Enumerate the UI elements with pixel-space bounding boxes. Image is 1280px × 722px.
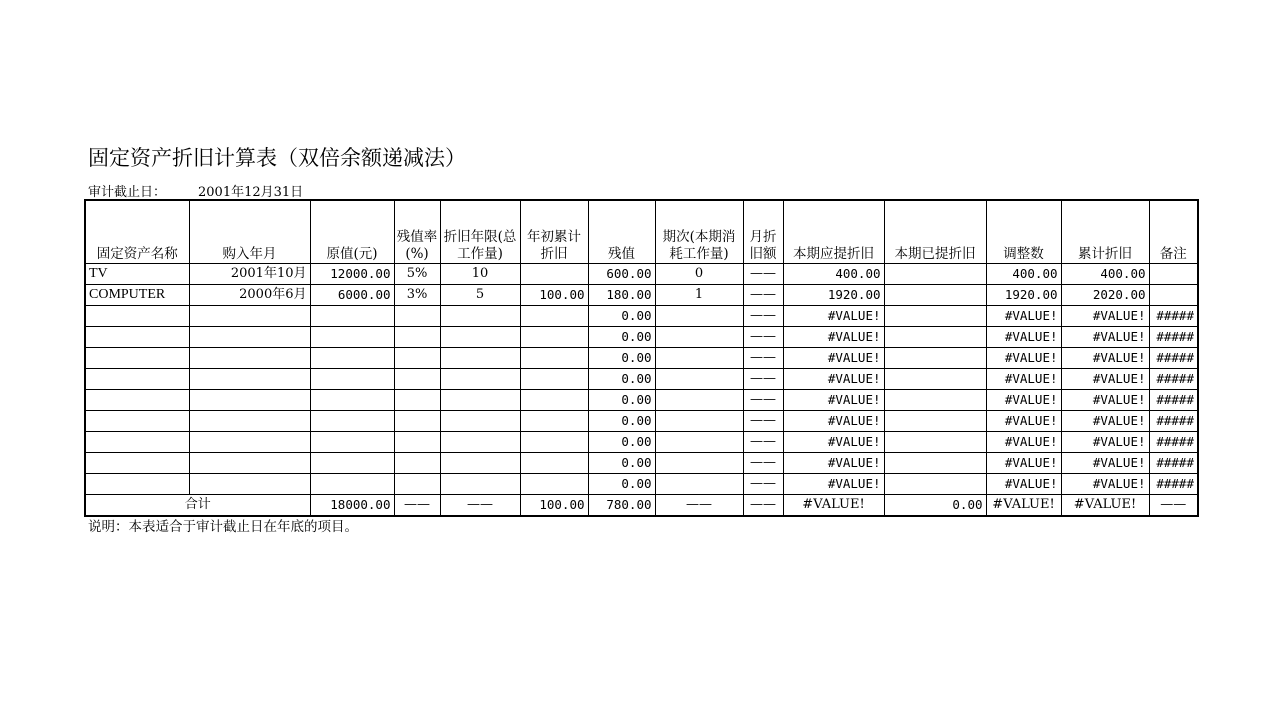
table-cell[interactable] [655,306,743,327]
total-cell[interactable]: —— [440,495,520,517]
table-cell[interactable] [85,390,189,411]
table-cell[interactable] [884,285,986,306]
table-cell[interactable] [520,327,588,348]
table-row [85,411,1198,432]
table-row [85,432,1198,453]
table-cell[interactable] [520,474,588,495]
header-row [85,200,1198,264]
table-cell[interactable] [520,264,588,285]
table-cell[interactable]: ##### [1149,474,1198,495]
table-cell[interactable]: #VALUE! [783,327,884,348]
table-row [85,264,1198,285]
table-cell[interactable] [884,348,986,369]
table-cell[interactable] [440,390,520,411]
table-cell[interactable]: #VALUE! [986,348,1061,369]
table-cell[interactable] [310,474,394,495]
table-cell[interactable]: 0.00 [588,390,655,411]
column-header[interactable]: 残值率(%) [394,200,440,264]
column-header[interactable]: 残值 [588,200,655,264]
column-header[interactable]: 期次(本期消耗工作量) [655,200,743,264]
table-cell[interactable]: —— [743,411,783,432]
table-cell[interactable] [394,390,440,411]
table-cell[interactable] [655,474,743,495]
table-cell[interactable]: 0.00 [588,306,655,327]
table-cell[interactable]: 0.00 [588,453,655,474]
table-cell[interactable] [394,327,440,348]
table-cell[interactable]: —— [743,390,783,411]
table-cell[interactable]: #VALUE! [1061,327,1149,348]
table-cell[interactable]: ##### [1149,432,1198,453]
table-cell[interactable] [85,348,189,369]
table-cell[interactable] [310,327,394,348]
table-cell[interactable]: #VALUE! [986,369,1061,390]
table-cell[interactable]: 6000.00 [310,285,394,306]
table-cell[interactable] [440,411,520,432]
table-cell[interactable]: 12000.00 [310,264,394,285]
table-cell[interactable]: #VALUE! [1061,369,1149,390]
table-cell[interactable] [189,306,310,327]
table-cell[interactable]: #VALUE! [986,390,1061,411]
table-cell[interactable] [310,390,394,411]
table-cell[interactable] [655,369,743,390]
table-cell[interactable] [310,306,394,327]
table-cell[interactable]: 400.00 [783,264,884,285]
table-cell[interactable] [85,453,189,474]
footnote: 说明：本表适合于审计截止日在年底的项目。 [88,519,358,535]
total-cell[interactable]: #VALUE! [986,495,1061,517]
table-row [85,306,1198,327]
table-cell[interactable] [85,327,189,348]
table-cell[interactable] [520,306,588,327]
total-row [85,495,1198,517]
table-cell[interactable]: —— [743,306,783,327]
table-cell[interactable] [394,411,440,432]
table-cell[interactable]: 100.00 [520,285,588,306]
table-cell[interactable]: ##### [1149,348,1198,369]
table-cell[interactable]: #VALUE! [783,348,884,369]
table-cell[interactable] [655,348,743,369]
table-cell[interactable] [85,411,189,432]
column-header[interactable]: 原值(元) [310,200,394,264]
audit-date-row [88,181,304,200]
table-cell[interactable]: #VALUE! [783,411,884,432]
table-cell[interactable]: 600.00 [588,264,655,285]
table-cell[interactable]: ##### [1149,411,1198,432]
table-cell[interactable]: ##### [1149,306,1198,327]
table-cell[interactable]: #VALUE! [1061,306,1149,327]
table-cell[interactable]: ##### [1149,390,1198,411]
table-cell[interactable] [884,474,986,495]
table-cell[interactable]: —— [743,264,783,285]
table-cell[interactable]: ##### [1149,327,1198,348]
column-header[interactable]: 调整数 [986,200,1061,264]
table-cell[interactable]: #VALUE! [783,474,884,495]
table-cell[interactable]: #VALUE! [1061,474,1149,495]
table-cell[interactable]: —— [743,348,783,369]
table-cell[interactable] [884,327,986,348]
table-cell[interactable]: #VALUE! [1061,348,1149,369]
total-cell[interactable]: 18000.00 [310,495,394,517]
column-header[interactable]: 固定资产名称 [85,200,189,264]
table-cell[interactable] [440,348,520,369]
table-cell[interactable] [884,369,986,390]
table-cell[interactable] [310,411,394,432]
table-cell[interactable]: ##### [1149,369,1198,390]
total-cell[interactable]: —— [743,495,783,517]
table-cell[interactable] [189,453,310,474]
table-cell[interactable]: #VALUE! [986,411,1061,432]
table-cell[interactable]: 0 [655,264,743,285]
table-cell[interactable]: ##### [1149,453,1198,474]
table-cell[interactable]: 0.00 [588,411,655,432]
table-row [85,474,1198,495]
table-cell[interactable]: #VALUE! [986,432,1061,453]
table-cell[interactable] [655,390,743,411]
column-header[interactable]: 购入年月 [189,200,310,264]
table-cell[interactable] [394,348,440,369]
table-header [85,200,1198,264]
table-cell[interactable] [189,390,310,411]
table-cell[interactable] [884,453,986,474]
table-cell[interactable]: 400.00 [1061,264,1149,285]
audit-date-value: 2001年12月31日 [198,185,304,200]
table-cell[interactable] [520,411,588,432]
table-cell[interactable]: 0.00 [588,474,655,495]
table-cell[interactable] [884,264,986,285]
table-cell[interactable]: #VALUE! [783,432,884,453]
table-cell[interactable] [655,411,743,432]
total-cell[interactable]: 100.00 [520,495,588,517]
table-cell[interactable] [440,453,520,474]
table-cell[interactable] [520,432,588,453]
table-cell[interactable] [440,474,520,495]
audit-date-label: 审计截止日： [88,185,167,200]
depreciation-table [84,199,1199,517]
table-cell[interactable] [655,453,743,474]
total-cell[interactable]: 780.00 [588,495,655,517]
table-cell[interactable]: 2020.00 [1061,285,1149,306]
total-cell[interactable]: —— [1149,495,1198,517]
table-cell[interactable] [85,306,189,327]
table-cell[interactable] [440,327,520,348]
table-cell[interactable]: #VALUE! [1061,453,1149,474]
table-cell[interactable] [85,474,189,495]
table-cell[interactable]: 5 [440,285,520,306]
column-header[interactable]: 备注 [1149,200,1198,264]
table-cell[interactable] [394,474,440,495]
table-cell[interactable] [440,432,520,453]
table-cell[interactable]: 10 [440,264,520,285]
column-header[interactable]: 折旧年限(总工作量) [440,200,520,264]
table-cell[interactable] [189,348,310,369]
total-cell[interactable]: 0.00 [884,495,986,517]
table-cell[interactable]: #VALUE! [783,453,884,474]
table-cell[interactable] [520,453,588,474]
table-cell[interactable]: 0.00 [588,348,655,369]
table-cell[interactable]: #VALUE! [986,474,1061,495]
table-cell[interactable]: #VALUE! [1061,390,1149,411]
table-cell[interactable]: COMPUTER [85,285,189,306]
table-cell[interactable] [85,369,189,390]
table-cell[interactable]: #VALUE! [783,369,884,390]
total-cell[interactable]: —— [394,495,440,517]
table-cell[interactable] [189,474,310,495]
column-header[interactable]: 本期应提折旧 [783,200,884,264]
table-cell[interactable]: —— [743,474,783,495]
table-cell[interactable]: 400.00 [986,264,1061,285]
table-cell[interactable] [394,306,440,327]
table-row [85,390,1198,411]
table-cell[interactable]: —— [743,453,783,474]
table-cell[interactable]: 3% [394,285,440,306]
table-cell[interactable] [189,432,310,453]
table-cell[interactable] [310,432,394,453]
table-cell[interactable] [85,432,189,453]
table-cell[interactable] [884,390,986,411]
table-cell[interactable] [189,411,310,432]
table-cell[interactable]: 2000年6月 [189,285,310,306]
table-cell[interactable] [1149,285,1198,306]
column-header[interactable]: 年初累计折旧 [520,200,588,264]
table-cell[interactable]: #VALUE! [986,327,1061,348]
column-header[interactable]: 本期已提折旧 [884,200,986,264]
total-cell[interactable]: #VALUE! [1061,495,1149,517]
table-cell[interactable] [394,432,440,453]
table-cell[interactable]: —— [743,369,783,390]
table-cell[interactable] [394,369,440,390]
table-cell[interactable] [394,453,440,474]
table-cell[interactable]: 0.00 [588,327,655,348]
table-cell[interactable] [310,348,394,369]
table-cell[interactable]: #VALUE! [986,453,1061,474]
table-cell[interactable]: —— [743,432,783,453]
table-cell[interactable] [884,432,986,453]
table-cell[interactable]: #VALUE! [1061,411,1149,432]
table-row [85,285,1198,306]
table-cell[interactable]: —— [743,285,783,306]
table-cell[interactable]: 180.00 [588,285,655,306]
table-row [85,369,1198,390]
table-cell[interactable] [310,369,394,390]
table-cell[interactable]: 2001年10月 [189,264,310,285]
table-row [85,327,1198,348]
table-cell[interactable] [189,327,310,348]
table-cell[interactable] [440,306,520,327]
table-cell[interactable]: —— [743,327,783,348]
table-row [85,453,1198,474]
table-cell[interactable] [520,348,588,369]
table-row [85,348,1198,369]
table-cell[interactable] [1149,264,1198,285]
table-cell[interactable]: 1920.00 [783,285,884,306]
column-header[interactable]: 月折旧额 [743,200,783,264]
column-header[interactable]: 累计折旧 [1061,200,1149,264]
table-cell[interactable] [520,369,588,390]
table-cell[interactable] [884,411,986,432]
sheet-title: 固定资产折旧计算表（双倍余额递减法） [88,146,466,170]
table-cell[interactable] [655,327,743,348]
table-cell[interactable] [884,306,986,327]
total-label: 合计 [85,495,310,517]
table-cell[interactable]: #VALUE! [986,306,1061,327]
table-cell[interactable]: TV [85,264,189,285]
table-cell[interactable] [520,390,588,411]
table-cell[interactable]: 1920.00 [986,285,1061,306]
table-cell[interactable] [440,369,520,390]
table-cell[interactable]: #VALUE! [1061,432,1149,453]
table-cell[interactable]: #VALUE! [783,390,884,411]
table-cell[interactable]: 0.00 [588,432,655,453]
table-cell[interactable]: #VALUE! [783,306,884,327]
table-cell[interactable]: 1 [655,285,743,306]
table-cell[interactable] [655,432,743,453]
total-cell[interactable]: #VALUE! [783,495,884,517]
table-cell[interactable] [189,369,310,390]
table-cell[interactable]: 5% [394,264,440,285]
table-cell[interactable] [310,453,394,474]
total-cell[interactable]: —— [655,495,743,517]
table-cell[interactable]: 0.00 [588,369,655,390]
table-body [85,264,1198,517]
